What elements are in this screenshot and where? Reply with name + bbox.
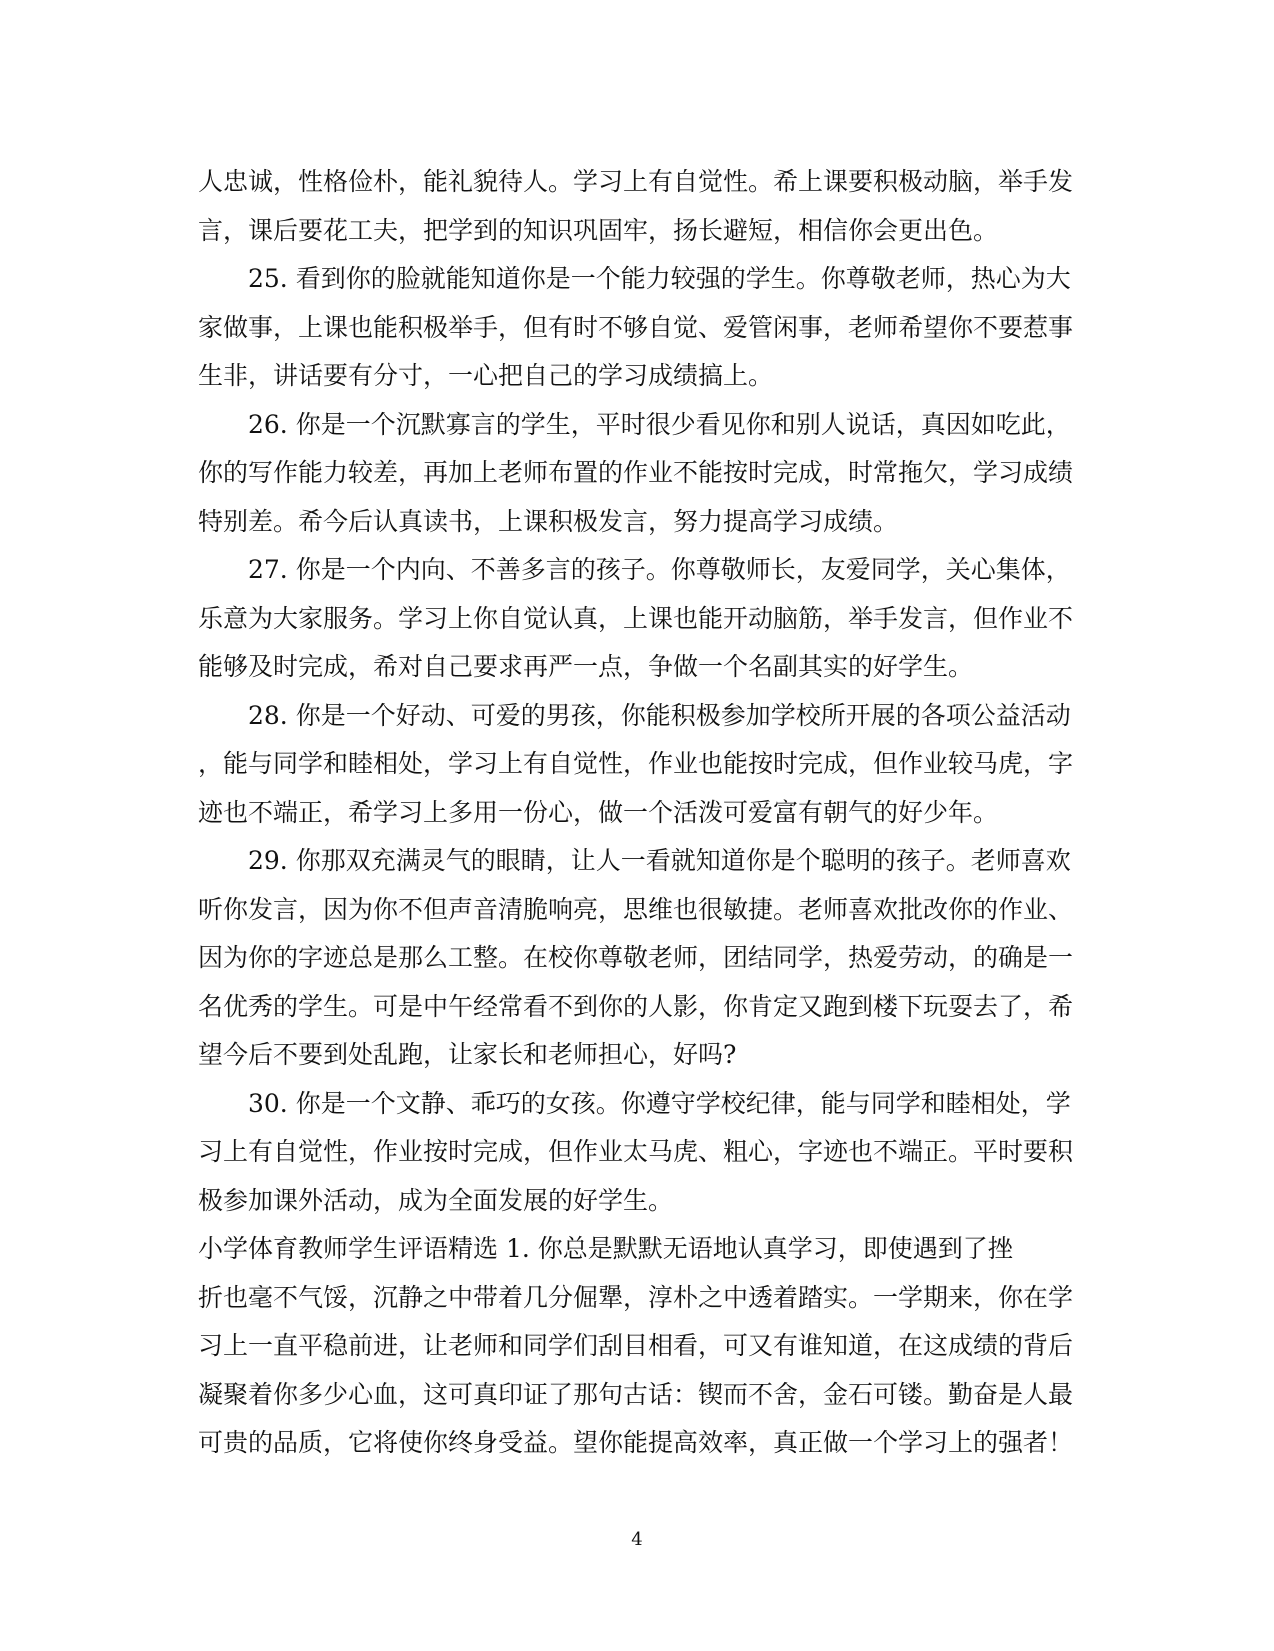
text-line: 人忠诚，性格俭朴，能礼貌待人。学习上有自觉性。希上课要积极动脑，举手发 — [198, 167, 1074, 196]
text-line: 习上一直平稳前进，让老师和同学们刮目相看，可又有谁知道，在这成绩的背后 — [198, 1331, 1074, 1360]
text-line: 你的写作能力较差，再加上老师布置的作业不能按时完成，时常拖欠，学习成绩 — [198, 458, 1074, 487]
text-line: 折也毫不气馁，沉静之中带着几分倔犟，淳朴之中透着踏实。一学期来，你在学 — [198, 1282, 1074, 1312]
text-line: 因为你的字迹总是那么工整。在校你尊敬老师，团结同学，热爱劳动，的确是一 — [198, 943, 1074, 972]
text-line: 27. 你是一个内向、不善多言的孩子。你尊敬师长，友爱同学，关心集体， — [248, 555, 1071, 584]
text-line: 25. 看到你的脸就能知道你是一个能力较强的学生。你尊敬老师，热心为大 — [248, 264, 1071, 293]
text-line: 迹也不端正，希学习上多用一份心，做一个活泼可爱富有朝气的好少年。 — [198, 797, 999, 827]
text-line: 习上有自觉性，作业按时完成，但作业太马虎、粗心，字迹也不端正。平时要积 — [198, 1137, 1074, 1166]
text-line: 乐意为大家服务。学习上你自觉认真，上课也能开动脑筋，举手发言，但作业不 — [198, 603, 1074, 633]
text-line: 可贵的品质，它将使你终身受益。望你能提高效率，真正做一个学习上的强者！ — [198, 1428, 1074, 1457]
text-line: ，能与同学和睦相处，学习上有自觉性，作业也能按时完成，但作业较马虎，字 — [198, 749, 1074, 778]
text-line: 极参加课外活动，成为全面发展的好学生。 — [198, 1185, 674, 1215]
text-line: 听你发言，因为你不但声音清脆响亮，思维也很敏捷。老师喜欢批改你的作业、 — [198, 894, 1074, 924]
text-line: 凝聚着你多少心血，这可真印证了那句古话：锲而不舍，金石可镂。勤奋是人最 — [198, 1379, 1074, 1409]
text-line: 望今后不要到处乱跑，让家长和老师担心，好吗? — [198, 1040, 737, 1069]
text-line: 名优秀的学生。可是中午经常看不到你的人影，你肯定又跑到楼下玩耍去了，希 — [198, 991, 1074, 1021]
text-line: 小学体育教师学生评语精选 1. 你总是默默无语地认真学习，即使遇到了挫 — [198, 1234, 1013, 1263]
text-line: 生非，讲话要有分寸，一心把自己的学习成绩搞上。 — [198, 361, 774, 390]
text-line: 特别差。希今后认真读书，上课积极发言，努力提高学习成绩。 — [198, 506, 899, 536]
text-line: 26. 你是一个沉默寡言的学生，平时很少看见你和别人说话，真因如吃此， — [248, 409, 1071, 439]
text-line: 言，课后要花工夫，把学到的知识巩固牢，扬长避短，相信你会更出色。 — [198, 215, 999, 245]
page-number: 4 — [631, 1529, 643, 1550]
text-line: 28. 你是一个好动、可爱的男孩，你能积极参加学校所开展的各项公益活动 — [248, 700, 1071, 730]
text-line: 29. 你那双充满灵气的眼睛，让人一看就知道你是个聪明的孩子。老师喜欢 — [248, 846, 1071, 875]
text-line: 家做事，上课也能积极举手，但有时不够自觉、爱管闲事，老师希望你不要惹事 — [198, 312, 1074, 342]
text-line: 能够及时完成，希对自己要求再严一点，争做一个名副其实的好学生。 — [198, 652, 974, 681]
text-line: 30. 你是一个文静、乖巧的女孩。你遵守学校纪律，能与同学和睦相处，学 — [248, 1088, 1071, 1118]
document-body — [198, 158, 1074, 1468]
